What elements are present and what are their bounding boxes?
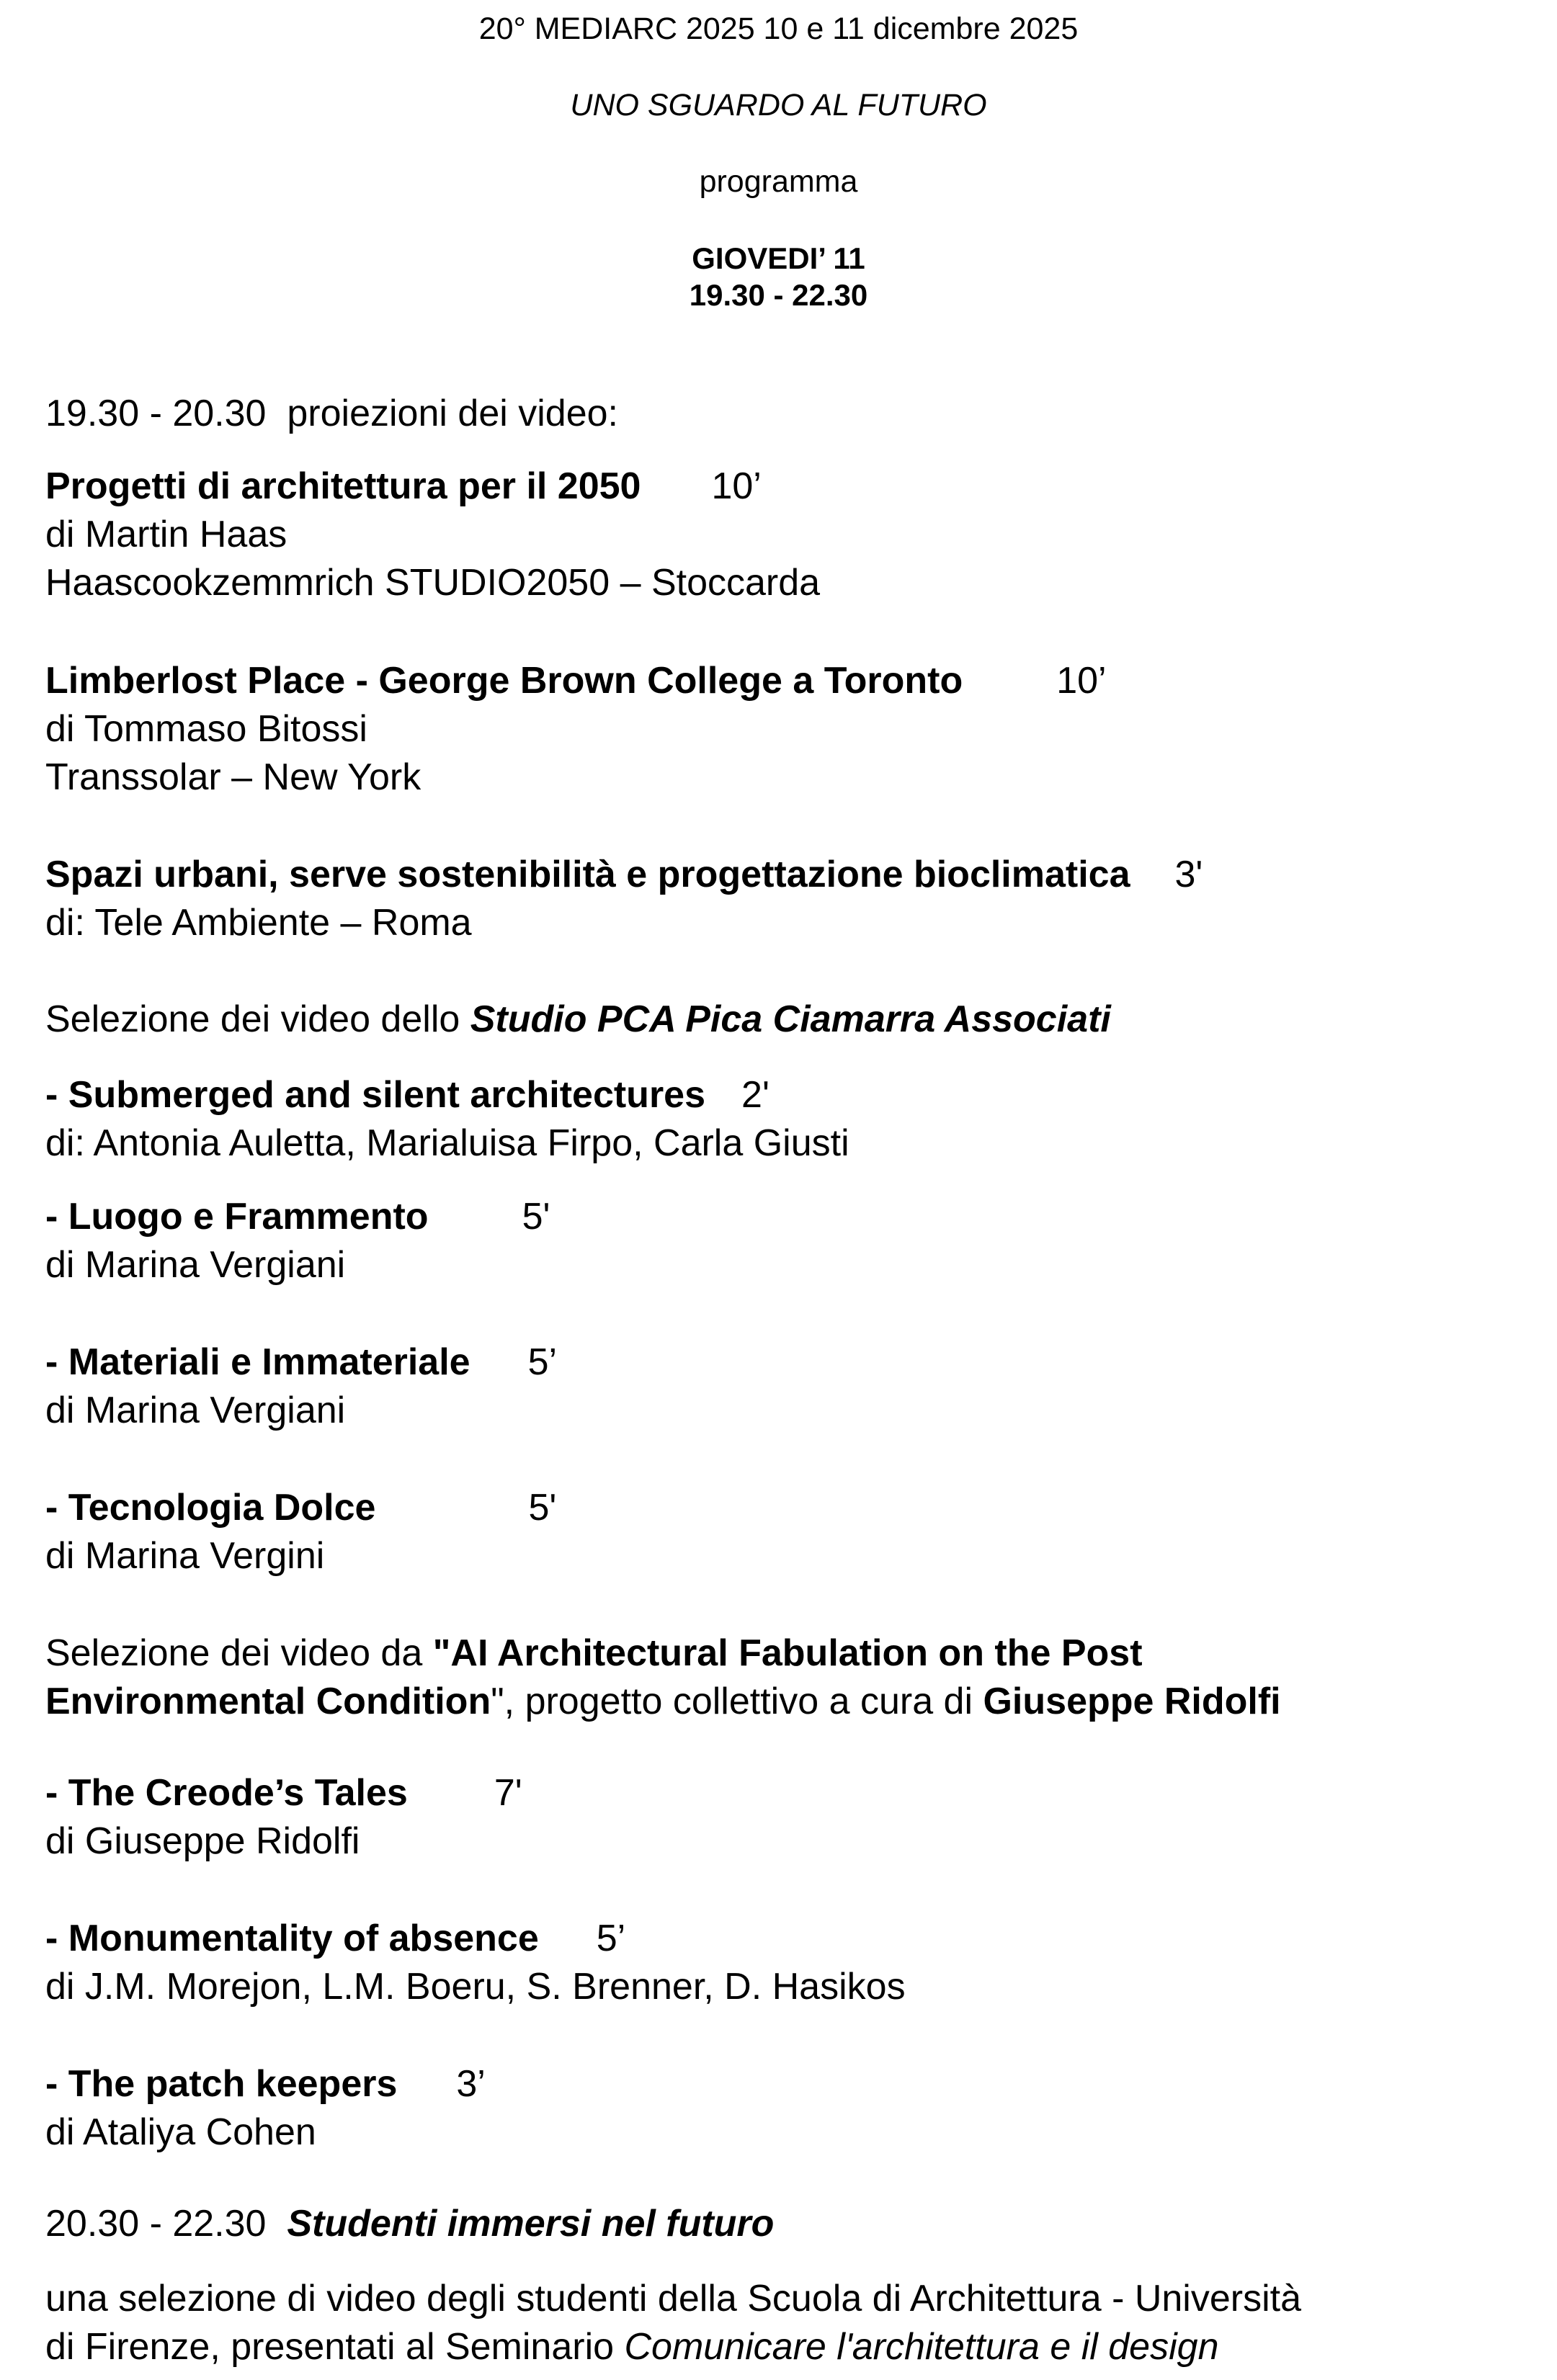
session2-title: Studenti immersi nel futuro	[287, 2203, 775, 2245]
video-org: Haascookzemmrich STUDIO2050 – Stoccarda	[45, 562, 821, 604]
video-duration: 3'	[1174, 854, 1203, 895]
session2-desc-line1: una selezione di video degli studenti della Scuola di Architettura - Università	[45, 2278, 1302, 2319]
video-duration: 5'	[528, 1487, 557, 1529]
ai-intro-text: Selezione dei video da	[45, 1632, 433, 1674]
video-duration: 10’	[711, 465, 762, 507]
ai-intro	[45, 1629, 1528, 1726]
dash: -	[45, 1341, 68, 1383]
dash: -	[45, 1074, 68, 1116]
video-author: di Martin Haas	[45, 514, 287, 555]
video-author: di: Tele Ambiente – Roma	[45, 902, 472, 944]
video-duration: 5’	[596, 1918, 626, 1959]
video-author: di Giuseppe Ridolfi	[45, 1820, 360, 1862]
session1-heading	[45, 390, 1528, 438]
video-author: di Marina Vergiani	[45, 1390, 346, 1431]
ai-title-line1: "AI Architectural Fabulation on the Post	[432, 1632, 1143, 1674]
session2-heading	[45, 2200, 1528, 2248]
video-author: di: Antonia Auletta, Marialuisa Firpo, Carla Giusti	[45, 1122, 849, 1164]
video-title: Limberlost Place - George Brown College a Toronto	[45, 660, 963, 702]
pca-item-2	[45, 1193, 1528, 1289]
ai-item-2	[45, 1915, 1528, 2011]
pca-item-4	[45, 1484, 1528, 1580]
video-item-1	[45, 462, 1528, 607]
video-title: Monumentality of absence	[68, 1918, 539, 1959]
video-org: Transsolar – New York	[45, 756, 421, 798]
session1-label: proiezioni dei video:	[287, 393, 618, 434]
video-duration: 10’	[1056, 660, 1107, 702]
video-title: Luogo e Frammento	[68, 1196, 429, 1238]
video-item-2	[45, 657, 1528, 802]
ai-mid-text: ", progetto collettivo a cura di	[491, 1681, 983, 1722]
session2-time: 20.30 - 22.30	[45, 2203, 267, 2245]
event-title: 20° MEDIARC 2025 10 e 11 dicembre 2025	[478, 12, 1079, 46]
ai-curator: Giuseppe Ridolfi	[983, 1681, 1281, 1722]
video-duration: 3’	[456, 2063, 486, 2105]
dash: -	[45, 2063, 68, 2105]
programma-label: programma	[699, 164, 858, 199]
video-title: The patch keepers	[68, 2063, 398, 2105]
video-title: Tecnologia Dolce	[68, 1487, 376, 1529]
session2-description	[45, 2275, 1528, 2371]
video-duration: 5’	[527, 1341, 558, 1383]
ai-title-line2: Environmental Condition	[45, 1681, 491, 1722]
video-title: The Creode’s Tales	[68, 1772, 408, 1814]
video-duration: 5'	[522, 1196, 550, 1238]
video-author: di Ataliya Cohen	[45, 2111, 316, 2153]
video-author: di Marina Vergini	[45, 1535, 325, 1577]
pca-item-3	[45, 1338, 1528, 1435]
session1-time: 19.30 - 20.30	[45, 393, 267, 434]
video-title: Submerged and silent architectures	[68, 1074, 706, 1116]
pca-intro	[45, 996, 1528, 1044]
day-time: 19.30 - 22.30	[689, 278, 868, 312]
pca-intro-text: Selezione dei video dello	[45, 998, 470, 1040]
dash: -	[45, 1918, 68, 1959]
video-duration: 2'	[741, 1074, 769, 1116]
dash: -	[45, 1772, 68, 1814]
video-author: di Tommaso Bitossi	[45, 708, 367, 750]
dash: -	[45, 1487, 68, 1529]
video-duration: 7'	[494, 1772, 522, 1814]
pca-item-1	[45, 1071, 1528, 1168]
day-heading	[0, 240, 1557, 313]
video-item-3	[45, 851, 1528, 947]
seminar-title: Comunicare l'architettura e il design	[624, 2326, 1219, 2368]
video-author: di J.M. Morejon, L.M. Boeru, S. Brenner, D. Hasikos	[45, 1966, 906, 2008]
video-author: di Marina Vergiani	[45, 1244, 346, 1286]
video-title: Spazi urbani, serve sostenibilità e progettazione bioclimatica	[45, 854, 1130, 895]
day-label: GIOVEDI’ 11	[692, 241, 865, 275]
video-title: Materiali e Immateriale	[68, 1341, 470, 1383]
dash: -	[45, 1196, 68, 1238]
pca-studio: Studio PCA Pica Ciamarra Associati	[470, 998, 1111, 1040]
video-title: Progetti di architettura per il 2050	[45, 465, 641, 507]
event-subtitle: UNO SGUARDO AL FUTURO	[570, 88, 987, 122]
session2-desc-line2-a: di Firenze, presentati al Seminario	[45, 2326, 625, 2368]
ai-item-1	[45, 1769, 1528, 1866]
ai-item-3	[45, 2060, 1528, 2157]
